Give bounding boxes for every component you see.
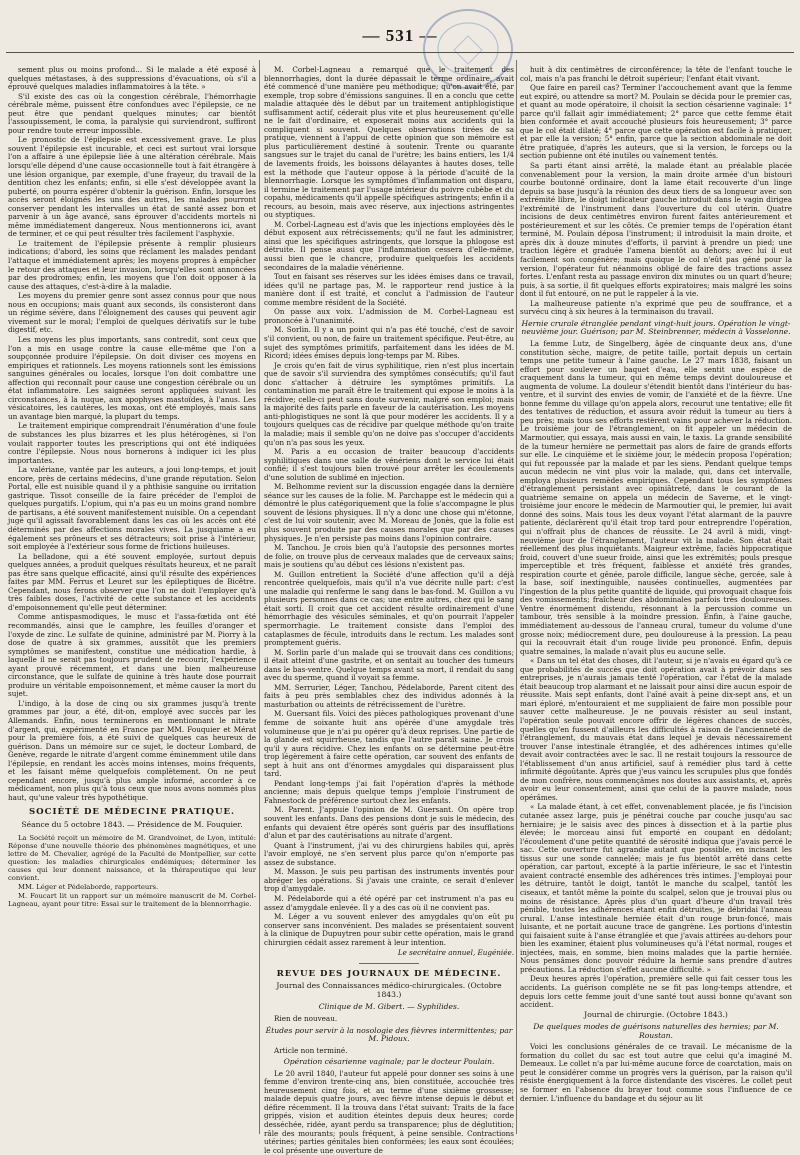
header-rule [6, 52, 794, 53]
col3-paragraphs-3 [520, 1043, 792, 1103]
hernia-modes-title: De quelques modes de guérisons naturelles des hernies; par M. Roustan. [533, 1022, 779, 1040]
paragraph: Quant à l'instrument, j'ai vu des chirurgiens habiles qui, après l'avoir employé, ne s'en servent plus parce qu'on n'emporte pas assez de substance. [264, 840, 514, 867]
paragraph: M. Parent. J'appuie l'opinion de M. Guersant. On opère trop souvent les enfants. Dans des pensions dont je suis le médecin, des enfants qui devaient être opérés sont guéris par des insufflations d'alun et par des cautérisations au nitrate d'argent. [264, 805, 514, 841]
paragraph: M. Sorlin parle d'un malade qui se trouvait dans ces conditions; il était atteint d'une gastrite, et on sentait au toucher des tumeurs dans le bas-ventre. Quelque temps avant sa mort, il rendait du sang avec du sperme, quand il voyait sa femme. [264, 647, 514, 683]
col2-paragraphs-3 [264, 1070, 514, 1155]
secretary-signature: Le secrétaire annuel, Eugéniée. [397, 948, 514, 958]
paragraph: M. Guillon entretient la Société d'une affection qu'il a déjà rencontrée quelquefois, mais qu'il n'a vue décrite nulle part: c'est une maladie qui renferme le sang dans le bas-fond. M. Guillon a vu plusieurs personnes dans ce cas; une entre autres, chez qui le sang était sorti. Il croit que cet accident résulte ordinairement d'une hémorrhagie des vésicules séminales, et qu'on pourrait l'appeler spermorrhagie. Le traitement consiste dans l'emploi des cataplasmes de fécule, introduits dans le rectum. Les malades sont promptement guéris. [264, 569, 514, 648]
paragraph: La femme Lutz, de Singelberg, âgée de cinquante deux ans, d'une constitution sèche, maigre, de petite taille, portait depuis un certain temps une petite tumeur à l'aine gauche. Le 27 mars 1838, faisant un effort pour soulever un baquet d'eau, elle sentit une espèce de craquement dans la tumeur, qui en même temps devint douloureuse et augmenta de volume. La douleur s'étendit bientôt dans l'intérieur du bas-ventre, et il survint des envies de vomir, de l'anxiété et de la fièvre. Une bonne femme du village qu'on appela alors, recourut une tentative; elle fit des tentatives de réduction, et assura avoir réduit la tumeur au tiers à peu près; mais tous ses efforts restèrent vains pour achever la réduction. Le troisième jour de l'étranglement, on fit appeler un médecin de Marmoutier, qui essaya, mais aussi en vain, le taxis. La grande sensibilité de la tumeur hernière ne permettait pas alors de faire de grands efforts sur elle. Le cinquième et le sixième jour, le médecin proposa l'opération; qui fut repoussée par la malade et par les siens. Pendant quelque temps aucun médecin ne vint plus voir la malade, qui, dans cet intervalle, employa plusieurs remèdes empiriques. Cependant tous les symptômes d'étranglement persistant avec opiniâtreté, dans le courant de la quatrième semaine on appela un médecin de Saverne, et le vingt-troisième jour encore le médecin de Marmoutier qui, le premier, lui avait donné des soins. Mais tous les deux voyant l'état alarmant de la pauvre patiente, déclarèrent qu'il était trop tard pour entreprendre l'opération, qui n'offrait plus de chances de réussite. Le 24 avril à midi, vingt-neuvième jour de l'étranglement, l'auteur vit la malade. Son état était réellement des plus inquiétants. Maigreur extrême, faciès hippocratique froid, couvert d'une sueur froide, ainsi que les extrémités; pouls presque imperceptible et très fréquent, faiblesse et anxiété très grandes, respiration courte et gênée, parole difficile, langue sèche, gercée, sale à la base, soif inextinguible, nausées continuelles, augmentées par l'ingestion de la plus petite quantité de liquide, qui provoquait chaque fois des vomissements; fraîcheur des abdominales parfois très douloureuses. Ventre énormément distendu, résonnant à la percussion comme un tambour, très sensible à la moindre pression. Enfin, à l'aine gauche, immédiatement au-dessous de l'anneau crural, tumeur du volume d'une grosse noix; médiocrement dure, peu douloureuse à la pression. La peau qui la recouvrait était d'un rouge livide peu prononcé. Enfin, depuis quatre semaines, la malade n'avait plus eu aucune selle. [520, 338, 792, 656]
paragraph: sement plus ou moins profond... Si le malade a été exposé à quelques métastases, à des suppressions d'évacuations, où s'il a éprouvé quelques maladies inflammatoires à la tête. » [8, 65, 256, 92]
col1-paragraphs-2 [8, 834, 256, 908]
paragraph: La valériane, vantée par les auteurs, a joui long-temps, et jouit encore, près de certains médecins, d'une grande réputation. Selon Portal, elle est nuisible quand il y a phthisie sanguine ou irritation gastrique. Tissot conseille de la faire précéder de l'emploi de quelques purgatifs. L'opium, qui n'a pas eu un moins grand nombre de partisans, a été souvent manifestement nuisible. On a cependant jugé qu'il agissait favorablement dans les cas où les accès ont été déterminés par des affections morales vives. La jusquiame a eu également ses prôneurs et ses détracteurs; soit prise à l'intérieur, soit employée à l'extérieur sous forme de frictions huileuses. [8, 465, 256, 552]
paragraph: Sa parti étant ainsi arrêté, la malade étant au préalable placée convenablement pour la version, la main droite armée d'un bistouri courbe boutonné ordinaire, dont la lame était recouverte d'un linge depuis sa base jusqu'à la réunion des deux tiers de sa longueur avec son extrémité libre, le doigt indicateur gauche introduit dans le vagin dirigea l'extrémité de l'instrument dans l'ouverture du col utérin. Quatre incisions de deux centimètres environ furent faites antérieurement et postérieurement et sur les côtés. Ce premier temps de l'opération étant terminé, M. Poulain déposa l'instrument; il introduisit la main droite, et après dix à douze minutes d'efforts, il parvint à prendre un pied; une traction légère et graduée l'amena bientôt au dehors; avec lui il eut facilement son congénère; mais quoique le col n'eût pas géné pour la version, l'opérateur fut néanmoins obligé de faire des tractions assez fortes. L'enfant resta au passage environ dix minutes ou un quart d'heure; puis, à sa sortie, il fit quelques efforts expiratoires; mais malgré les soins dont il fut entouré, on ne put le rappeler à la vie. [520, 161, 792, 299]
paragraph: Comme antispasmodiques, le musc et l'assa-fœtida ont été recommandés, ainsi que le camphre, les feuilles d'oranger et l'oxyde de zinc. Le sulfate de quinine, administré par M. Piorry à la dose de quatre à six grammes, aussitôt que les premiers symptômes se manifestent, constitue une médication hardie, à laquelle il ne serait pas toujours prudent de recourir, l'expérience ayant prouvé récemment, et dans une bien malheureuse circonstance, que le sulfate de quinine à très haute dose pourrait produire un véritable empoisonnement, et même causer la mort du sujet. [8, 612, 256, 699]
paragraph: M. Guersant fils. Voici des pièces pathologiques provenant d'une femme de soixante huit ans opérée d'une amygdale très volumineuse que je n'ai pu opérer qu'à deux reprises. Une partie de la glande est squirrheuse, tandis que l'autre paraît saine. Je crois qu'il y aura récidive. Chez les enfants on se détermine peut-être trop légèrement à faire cette opération, car souvent des enfants de sept à huit ans ont d'énormes amygdales qui disparaissent plus tard. [264, 709, 514, 779]
paragraph: M. Pédelaborde qui a été opéré par cet instrument n'a pas eu assez d'amygdale enlevée. Il y a des cas où il ne convient pas. [264, 893, 514, 912]
paragraph: Que faire en pareil cas? Terminer l'accouchement avant que la femme eut expiré, ou attendre sa mort? M. Poulain se décida pour le premier cas, et quant au mode opératoire, il choisit la section césarienne vaginale: 1° parce qu'il fallait agir immédiatement; 2° parce que cette femme était bien conformée et avait accouché plusieurs fois heureusement; 3° parce que le col était dilaté; 4° parce que cette opération est facile à pratiquer, et par elle la version; 5° enfin, parce que la section abdominale ne doit être pratiquée, d'après les auteurs, que si la version, le forceps ou la section pubienne ont été inutiles ou vainement tentés. [520, 83, 792, 161]
paragraph: « La malade étant, à cet effet, convenablement placée, je fis l'incision cutanée assez large, puis je pénétrai couche par couche jusqu'au sac herniaire; je le saisis avec des pinces à dissection et à la partie plus élevée; le morceau ainsi fut emporté en coupant en dédolant; l'écoulement d'une petite quantité de sérosité indiqua que j'avais percé le sac. Cette ouverture fut agrandie autant que possible, en incisant les tissus sur une sonde cannelée; mais je fus bientôt arrêté dans cette opération, car partout, excepté à la partie inférieure, le sac et l'intestin avaient contracté ensemble des adhérences très intimes. J'employai pour les détruire, tantôt le doigt, tantôt le manche du scalpel, tantôt les ciseaux, et tantôt même la pointe du scalpel, selon que je trouvai plus ou moins de résistance. Après plus d'un quart d'heure d'un travail très pénible, toutes les adhérences étant enfin détruites, je débridai l'anneau crural. L'anse intestinale herniée était d'un rouge brun-foncé, mais luisante, et ne portait aucune trace de gangrène. Les portions d'intestin qui faisaient suite à l'anse étranglée et que j'avais attirées au-dehors pour bien les examiner, étaient plus volumineuses qu'à l'état normal, rouges et injectées, mais, en somme, bien moins malades que la partie herniée. Nous pensâmes donc pouvoir réduire la hernie sans prendre d'autres précautions. La réduction s'effet aucune difficulté. » [520, 802, 792, 974]
column-divider [516, 60, 517, 1134]
column-1 [8, 66, 256, 1132]
paragraph: Deux heures après l'opération, première selle qui fait cesser tous les accidents. La guérison complète ne se fit pas long-temps attendre, et depuis lors cette femme jouit d'une santé tout aussi bonne qu'avant son accident. [520, 974, 792, 1010]
col1-paragraphs [8, 66, 256, 802]
section-title: SOCIÉTÉ DE MÉDECINE PRATIQUE. [28, 807, 236, 818]
paragraph: On passe aux voix. L'admission de M. Corbel-Lagneau est prononcée à l'unanimité. [264, 307, 514, 325]
paragraph: MM. Serrurier, Léger, Tanchou, Pédelaborde, Parent citent des faits à peu près semblables chez des individus adonnés à la masturbation ou atteints de rétrécissement de l'urètre. [264, 682, 514, 709]
review-note: Rien de nouveau. [274, 1013, 338, 1023]
paragraph: Les moyens les plus importants, sans contredit, sont ceux que l'on a mis en usage contre la cause elle-même que l'on a soupçonnée produire l'épilepsie. On doit diviser ces moyens en empiriques et rationnels. Les moyens rationnels sont les émissions sanguines générales ou locales, lorsque l'on doit combattre une affection qui reconnaît pour cause une congestion cérébrale ou un état inflammatoire. Les saignées seront appliquées suivant les circonstances, à la nuque, aux apophyses mastoïdes, à l'anus. Les vésicatoires, les cautères, les moxas, ont été employés, mais sans un avantage bien marqué, la plupart du temps. [8, 334, 256, 421]
paragraph: Le traitement empirique comprendrait l'énumération d'une foule de substances les plus bizarres et les plus hétérogènes, si l'on voulait rapporter toutes les prescriptions qui ont été indiquées contre l'épilepsie. Nous nous bornerons à indiquer ici les plus importantes. [8, 421, 256, 465]
paragraph: La Société reçoit un mémoire de M. Grandvoinet, de Lyon, intitulé: Réponse d'une nouvelle théorie des phénomènes magnétiques, et une lettre de M. Chevalier, agrégé de la Faculté de Montpellier, sur cette question: les maladies chirurgicales endémiques; déterminer les causes qui leur donnent naissance, et la thérapeutique qui leur convient. [8, 833, 256, 882]
review-clinic: Clinique de M. Gibert. — Syphilides. [318, 1002, 460, 1012]
col3-paragraphs-2 [520, 340, 792, 1010]
paragraph: La belladone, qui a été souvent employée, surtout depuis quelques années, a produit quelques résultats heureux, et ne paraît pas être sans quelque efficacité, ainsi qu'il résulte des expériences faites par MM. Ferrus et Leuret sur les épileptiques de Bicêtre. Cependant, nous ferons observer que l'on ne doit l'employer qu'à très faibles doses, l'activité de cette substance et les accidents d'empoisonnement qu'elle peut déterminer. [8, 551, 256, 612]
review-note: Article non terminé. [274, 1045, 348, 1055]
paragraph: Les moyens du premier genre sont assez connus pour que nous nous en occupions; mais quant aux seconds, ils consisteront dans un régime sévère, dans l'éloignement des causes qui peuvent agir vivement sur le moral; l'emploi de quelques dérivatifs sur le tube digestif, etc. [8, 291, 256, 335]
col3-paragraphs [520, 66, 792, 317]
paragraph: Je crois qu'en fait de virus syphilitique, rien n'est plus incertain que de savoir s'il surviendra des symptômes consécutifs; qu'il faut donc s'attacher à détruire les symptômes primitifs. La contamination me paraît être le traitement qui expose le moins à la récidive; celle-ci peut sans doute survenir, malgré son emploi; mais la majorité des faits parle en faveur de la cautérisation. Les moyens anti-phlogistiques ne sont là que pour modérer les accidents. Il y a toujours quelques cas de récidive par quelque méthode qu'on traite la maladie; mais il semble qu'on ne doive pas s'occuper d'accidents qu'on n'a pas sous les yeux. [264, 360, 514, 447]
review-operation-title: Opération césarienne vaginale; par le docteur Poulain. [283, 1057, 495, 1067]
col2-paragraphs [264, 66, 514, 947]
journal-line: Journal de chirurgie. (Octobre 1843.) [584, 1009, 728, 1019]
paragraph: M. Sorlin. Il y a un point qui n'a pas été touché, c'est de savoir s'il convient, ou non, de faire un traitement spécifique. Peut-être, au sujet des symptômes primitifs, parfaitement dans les idées de M. Ricord; idées émises depuis long-temps par M. Ribes. [264, 325, 514, 361]
paragraph: M. Tanchou. Je crois bien qu'à l'autopsie des personnes mortes de folie, on trouve plus de cerveaux malades que de cerveaux sains; mais je soutiens qu'au début ces lésions n'existent pas. [264, 543, 514, 570]
paragraph: Le 20 avril 1840, l'auteur fut appelé pour donner ses soins à une femme d'environ trente-cinq ans, bien constituée, accouchée très heureusement cinq fois, et au terme d'une sixième grossesse; malade depuis quatre jours, avec fièvre intense depuis le début et défire récemment. Il la trouva dans l'état suivant: Traits de la face grippés, vision et audition éteintes depuis deux heures; corde desséchée, ridée, ayant perdu sa transparence; plus de déglutition; râle des mourants; pouls fréquent, à peine sensible. Contractions utérines; parties génitales bien conformées; les eaux sont écoulées; le col présente une ouverture de [264, 1068, 514, 1155]
paragraph: M. Corbel-Lagneau a remarqué que le traitement des blennorrhagies, dont la durée dépassait le terme ordinaire, avait été commencé d'une manière peu méthodique; qu'on avait été, par exemple, trop sobre d'émissions sanguines. Il en a conclu que cette maladie attaquée dès le début par un traitement antiphlogistique suffisamment actif, céderait plus vite et plus heureusement qu'elle ne le fait d'ordinaire, et exposerait moins aux accidents qui la compliquent si souvent. Quelques observations tirées de sa pratique, viennent à l'appui de cette opinion que son mémoire est plus particulièrement destiné à soutenir. Trente ou quarante sangsues sur le trajet du canal de l'urètre; les bains entiers, les 1/4 de lavements froids, les boissons délayantes à hautes doses, telle est la méthode que l'auteur oppose à la période d'acuité de la blennorrhagie. Lorsque les symptômes d'inflammation ont disparu, il termine le traitement par l'usage intérieur du poivre cubèbe et du copahu, médicaments qu'il appelle spécifiques astringents; enfin il a recours, au besoin, mais avec réserve, aux injections astringentes ou styptiques. [264, 65, 514, 220]
page-number: — 531 — [362, 26, 438, 45]
page-header [0, 26, 800, 46]
section-rule [359, 963, 419, 964]
review-studies: Études pour servir à la nosologie des fièvres intermittentes; par M. Pidoux. [265, 1025, 513, 1044]
paragraph: MM. Léger et Pédelaborde, rapporteurs. [18, 882, 159, 891]
paragraph: Le traitement de l'épilepsie présente à remplir plusieurs indications; d'abord, les soins que réclament les malades pendant l'attaque et immédiatement après; les moyens propres à empêcher le retour des attaques et leur invasion, lorsqu'elles sont annoncées par des prodromes; enfin, les moyens que l'on doit opposer à la cause des attaques, c'est-à-dire à la maladie. [8, 238, 256, 291]
paragraph: S'il existe des cas où la congestion cérébrale, l'hémorrhagie cérébrale même, puissent être confondues avec l'épilepsie, ce ne peut être que pendant quelques minutes; car bientôt l'assoupissement, le coma, la paralysie qui surviendront, suffiront pour rendre toute erreur impossible. [8, 91, 256, 135]
paragraph: huit à dix centimètres de circonférence; la tête de l'enfant touche le col, mais n'a pas franchi le détroit supérieur; l'enfant était vivant. [520, 65, 792, 83]
paragraph: Le pronostic de l'épilepsie est excessivement grave. Le plus souvent l'épilepsie est incurable, et ceci est surtout vrai lorsque l'on a affaire à une épilepsie liée à une altération cérébrale. Mais lorsqu'elle dépend d'une cause occasionnelle tout à fait étrangère à une lésion organique, par exemple, d'une frayeur, du travail de la dentition chez les enfants; enfin, si elle s'est développée avant la puberté, on pourra espérer d'obtenir la guérison. Enfin, lorsque les accès seront éloignés les uns des autres, les malades pourront conserver pendant les intervalles un état de santé assez bon et parvenir à un âge avancé, sans éprouver d'accidents mortels ni même immédiatement dangereux. Nous mentionnerons ici, avant de terminer, et ce qui peut résulter très facilement l'asphyxie. [8, 135, 256, 239]
hernia-article-title: Hernie crurale étranglée pendant vingt-huit jours. Opération le vingt-neuvième jour. Guérison; par M. Steinbrenner, médecin à Vasselonne. [521, 318, 791, 337]
paragraph: M. Corbel-Lagneau est d'avis que les injections employées dès le début exposent aux rétrécissements; qu'il ne faut les administrer, ainsi que les spécifiques astringents, que lorsque la phlogose est détruite. Il pense aussi que l'inflammation cessera d'elle-même, aussi bien que le chancre, produire quelquefois les accidents secondaires de la maladie vénérienne. [264, 219, 514, 272]
paragraph: La malheureuse patiente n'a exprimé que peu de souffrance, et a survécu cinq à six heures à la terminaison du travail. [520, 298, 792, 317]
session-line: Séance du 5 octobre 1843. — Présidence de M. Fouquier. [21, 820, 243, 830]
review-title: REVUE DES JOURNAUX DE MÉDECINE. [276, 968, 502, 979]
paragraph: Voici les conclusions générales de ce travail. Le mécanisme de la formation du collet du sac est tout autre que celui qu'a imaginé M. Demeaux. Le collet n'a par lui-même aucune force de coarctation, mais on peut le considérer comme un progrès vers la guérison, par la raison qu'il résiste énergiquement à la force distendante des viscères. Le collet peut se former en l'absence du brayer tout comme sous l'influence de ce dernier. L'influence du bandage et du séjour au lit [520, 1042, 792, 1103]
paragraph: « Dans un tel état des choses, dit l'auteur, si je n'avais eu égard qu'à ce que probabilités de succès que doit opération avait à prévoir dans ses entreprises, je n'aurais jamais tenté l'opération, car l'état de la malade était beaucoup trop alarmant et ne laissait pour ainsi dire aucun espoir de réussite. Mais sept enfants, dont l'aîné avait à peine dix-sept ans, et un mari éploré, m'entouraient et me suppliaient de faire mon possible pour sauver cette malheureuse. Je ne pouvais résister au seul instant, l'opération seule pouvait encore offrir de légères chances de succès, quelles qu'en fussent d'ailleurs les difficultés à raison de l'ancienneté de l'étranglement, du mauvais état dans lequel je devais nécessairement trouver l'anse intestinale étranglée, et des adhérences intimes qu'elle devait avoir contractées avec le sac. Il ne restait toujours la ressource de l'établissement d'un anus artificiel, sauf à remédier plus tard à cette infirmité dégoûtante. Après que j'eus vaincu les scrupules plus que fondés de mon confrère, nous commençâmes nos doutes aux assistants, et, après avoir eu leur consentement, ainsi que celui de la pauvre malade, nous opérâmes. [520, 656, 792, 802]
paragraph: Pendant long-temps j'ai fait l'opération d'après la méthode ancienne; mais depuis quelque temps j'emploie l'instrument de Fahnestock de préférence surtout chez les enfants. [264, 778, 514, 805]
paragraph: M. Léger a vu souvent enlever des amygdales qu'on eût pu conserver sans inconvénient. Des malades se présentaient souvent à la clinique de Dupuytren pour subir cette opération, mais le grand chirurgien cédait assez rarement à leur intention. [264, 912, 514, 947]
paragraph: M. Foucart lit un rapport sur un mémoire manuscrit de M. Corbel-Lagneau, ayant pour titre: Essai sur le traitement de la blennorrhagie. [8, 891, 256, 908]
column-2 [264, 65, 514, 1155]
paragraph: M. Belhomme revient sur la discussion engagée dans la dernière séance sur les causes de la folie. M. Parchappe est le médecin qui a démontré le plus catégoriquement que la folie s'accompagne le plus souvent de lésions physiques. Il n'y a donc une chose qui m'étonne, c'est de lui voir soutenir, avec M. Moreau de Jonès, que la folie est plus souvent produite par des causes morales que par des causes physiques. Je n'en persiste pas moins dans l'opinion contraire. [264, 482, 514, 543]
column-divider [259, 60, 260, 1134]
paragraph: M. Paris a eu occasion de traiter beaucoup d'accidents syphilitiques dans une salle de vénériens dont le service lui était confié; il s'est toujours bien trouvé pour arrêter les écoulements d'une solution de sublimé en injection. [264, 447, 514, 482]
paragraph: Tout en faisant ses réserves sur les idées émises dans ce travail, idées qu'il ne partage pas, M. le rapporteur rend justice à la manière dont il est traité, et conclut à l'admission de l'auteur comme membre résident de la Société. [264, 272, 514, 307]
review-subtitle: Journal des Connaissances médico-chirurgicales. (Octobre 1843.) [276, 981, 502, 999]
column-3 [520, 66, 792, 1132]
paragraph: L'indigo, à la dose de cinq ou six grammes jusqu'à trente grammes par jour, a été, dit-on, employé avec succès par les Allemands. Enfin, nous terminerons en mentionnant le nitrate d'argent, qui, expérimenté en France par MM. Fouquier et Mérat pour la première fois, a été suivi de quelques cas heureux de guérison. Dans un mémoire sur ce sujet, le docteur Lombard, de Genève, regarde le nitrate d'argent comme éminemment utile dans l'épilepsie, en rendant les accès moins intenses, moins fréquents, et les faisant même quelquefois complètement. On ne peut cependant encore, jusqu'à plus ample informé, accorder à ce médicament, non plus qu'à tous ceux que nous avons nommés plus haut, qu'une valeur très hypothétique. [8, 698, 256, 802]
paragraph: M. Masson. Je suis peu partisan des instruments inventés pour abréger les opérations. Si j'avais une crainte, ce serait d'enlever trop d'amygdale. [264, 867, 514, 894]
